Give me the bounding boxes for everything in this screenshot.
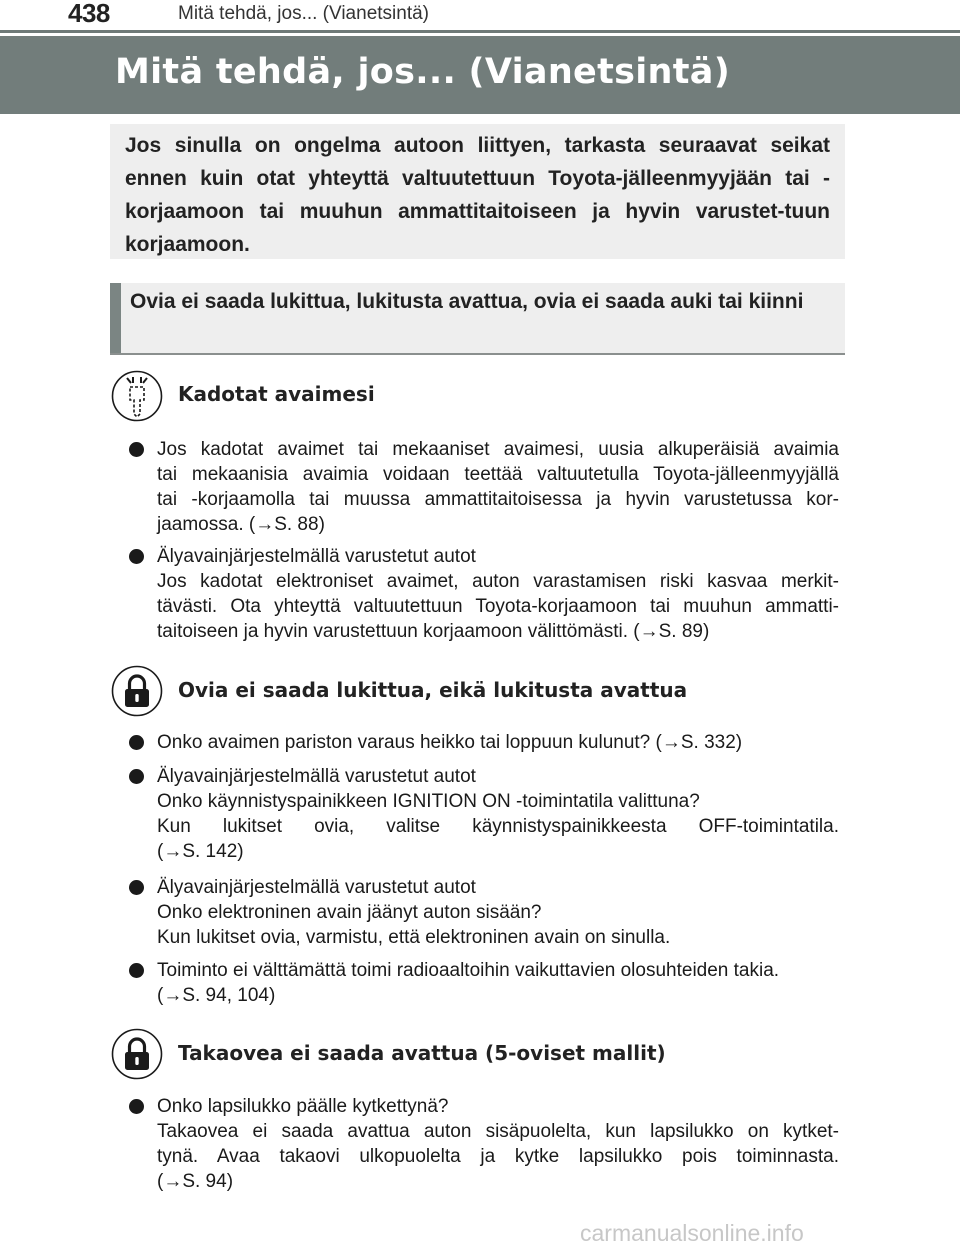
running-header (0, 0, 960, 30)
page-title: Mitä tehdä, jos... (Vianetsintä) (115, 52, 731, 92)
watermark: carmanualsonline.info (580, 1220, 804, 1246)
bullet-marker (129, 442, 144, 457)
list-item: Älyavainjärjestelmällä varustetut autot Onko elektroninen avain jäänyt auton sisään? Kun lukitset ovia, varmistu, että elektroninen avain on sinulla. (157, 877, 671, 948)
list-item: Toiminto ei välttämättä toimi radioaaltoihin vaikuttavien olosuhteiden takia. (→S. 94, 104) (157, 960, 780, 1006)
bullet-marker (129, 880, 144, 895)
key-icon (111, 370, 163, 422)
list-item: Onko lapsilukko päälle kytkettynä? Takaovea ei saada avattua auton sisäpuolelta, kun lapsilukko on kytket- tynä. Avaa takaovi ulkopuolelta ja kytke lapsilukko pois toiminnasta. (→S. 94) (157, 1096, 839, 1192)
bullet-marker (129, 735, 144, 750)
header-rule (0, 30, 960, 33)
running-title: Mitä tehdä, jos... (Vianetsintä) (178, 3, 429, 24)
padlock-icon (111, 665, 163, 717)
list-item: Älyavainjärjestelmällä varustetut autot Onko käynnistyspainikkeen IGNITION ON -toimintatila valittuna? Kun lukitset ovia, valitse käynnistyspainikkeesta OFF-toimintatila. (→S. 142) (157, 766, 839, 862)
page-number: 438 (68, 0, 110, 28)
bullet-marker (129, 1099, 144, 1114)
padlock-icon (111, 1028, 163, 1080)
bullet-marker (129, 963, 144, 978)
subsection-heading: Ovia ei saada lukittua, eikä lukitusta avattua (178, 678, 688, 702)
subsection-heading: Takaovea ei saada avattua (5-oviset mallit) (178, 1041, 666, 1065)
list-item: Älyavainjärjestelmällä varustetut autot Jos kadotat elektroniset avaimet, auton varastamisen riski kasvaa merkit- tävästi. Ota yhteyttä valtuutettuun Toyota-korjaamoon tai muuhun ammatti- taitoiseen ja hyvin varustettuun korjaamoon välittömästi. (→S. 89) (157, 546, 839, 642)
subsection-heading: Kadotat avaimesi (178, 382, 375, 406)
list-item: Onko avaimen pariston varaus heikko tai loppuun kulunut? (→S. 332) (157, 732, 743, 753)
bullet-marker (129, 549, 144, 564)
list-item: Jos kadotat avaimet tai mekaaniset avaimesi, uusia alkuperäisiä avaimia tai mekaanisia avaimia voidaan teettää valtuutetulla Toyota-jälleenmyyjällä tai -korjaamolla tai muussa ammattitaitoisessa ja hyvin varustetussa kor- jaamossa. (→S. 88) (157, 439, 839, 535)
bullet-marker (129, 769, 144, 784)
section-bar (110, 283, 121, 353)
section-title: Ovia ei saada lukittua, lukitusta avattua, ovia ei saada auki tai kiinni (130, 290, 804, 313)
intro-text: Jos sinulla on ongelma autoon liittyen, tarkasta seuraavat seikat ennen kuin otat yhteyttä valtuutettuun Toyota-jälleenmyyjään tai -korjaamoon tai muuhun ammattitaitoiseen ja hyvin varustet-tuun korjaamoon. (125, 134, 830, 256)
